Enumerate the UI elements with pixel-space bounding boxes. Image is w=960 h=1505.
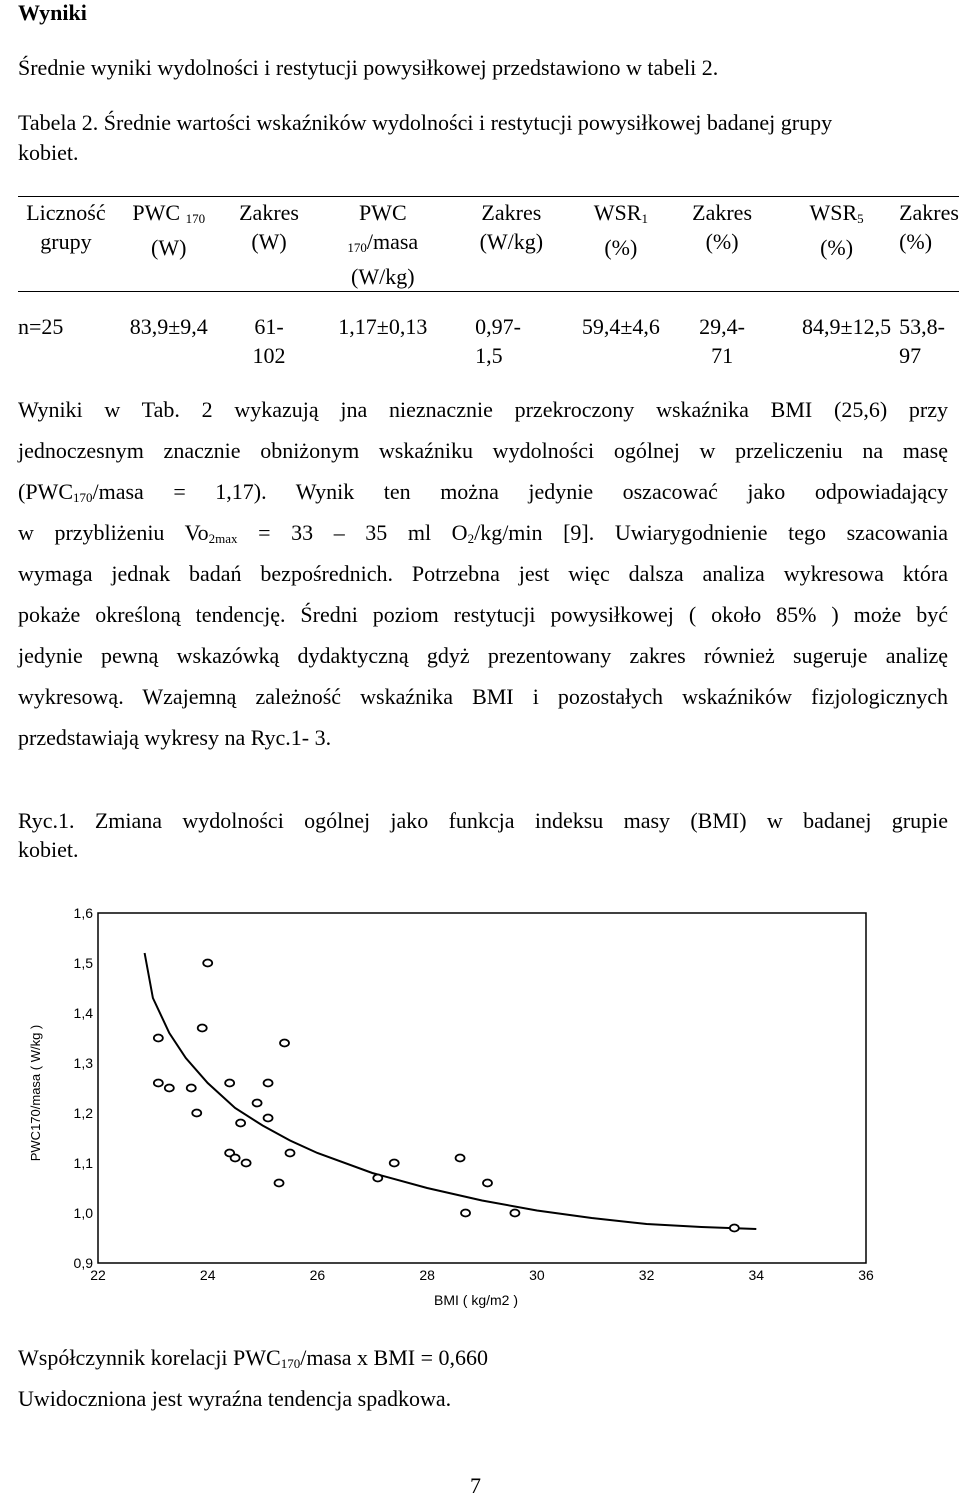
y-tick-label: 0,9 bbox=[73, 1255, 93, 1271]
table-caption-line1: Tabela 2. Średnie wartości wskaźników wydolności i restytucji powysiłkowej badanej grupy bbox=[18, 110, 833, 135]
data-point bbox=[165, 1085, 174, 1092]
x-tick-label: 34 bbox=[748, 1267, 765, 1283]
cell-wsr1: 59,4±4,6 bbox=[581, 314, 660, 339]
header-zakres-w: Zakres (W) bbox=[239, 200, 299, 254]
table-row bbox=[18, 292, 959, 371]
results-table bbox=[18, 196, 959, 370]
data-point bbox=[510, 1210, 519, 1217]
correlation-text: Współczynnik korelacji $PWC_{170}$/masa x BMI = 0,660 bbox=[18, 1345, 489, 1371]
data-point bbox=[286, 1150, 295, 1157]
header-wsr5: $WSR_5$ (%) bbox=[809, 200, 864, 260]
paragraph-line: przedstawiają wykresy na Ryc.1- 3. bbox=[18, 725, 332, 750]
paragraph-line: pokaże określoną tendencję. Średni poziom restytucji powysiłkowej ( około 85% ) może być bbox=[18, 602, 948, 627]
cell-wsr5: 84,9±12,5 bbox=[802, 314, 892, 339]
y-tick-label: 1,1 bbox=[73, 1155, 93, 1171]
conclusion-text: Uwidoczniona jest wyraźna tendencja spadkowa. bbox=[18, 1386, 452, 1411]
data-point bbox=[203, 960, 212, 967]
header-liczno: Liczność grupy bbox=[26, 200, 106, 254]
y-tick-label: 1,5 bbox=[73, 955, 93, 971]
cell-zakres-pct5: 53,8- 97 bbox=[899, 314, 945, 368]
data-point bbox=[231, 1155, 240, 1162]
data-point bbox=[192, 1110, 201, 1117]
header-zakres-wkg: Zakres (W/kg) bbox=[479, 200, 544, 254]
data-point bbox=[280, 1040, 289, 1047]
chart-svg bbox=[0, 880, 960, 1320]
x-tick-label: 32 bbox=[638, 1267, 655, 1283]
paragraph-line: w przybliżeniu $Vo_{2max} = 33 - 35$ ml $O_2/kg/\min$ [9]. Uwiarygodnienie tego szacowania bbox=[18, 520, 948, 546]
header-pwc170-masa: PWC $_{170}$/masa (W/kg) bbox=[347, 200, 419, 289]
cell-n: n=25 bbox=[18, 314, 64, 339]
data-point bbox=[253, 1100, 262, 1107]
header-pwc170: PWC $_{170}$ (W) bbox=[132, 200, 206, 260]
data-point bbox=[264, 1080, 273, 1087]
header-wsr1: $WSR_1$ (%) bbox=[593, 200, 648, 260]
header-zakres-pct5: Zakres (%) bbox=[899, 200, 959, 254]
data-point bbox=[154, 1080, 163, 1087]
y-tick-label: 1,3 bbox=[73, 1055, 93, 1071]
cell-zakres-pct1: 29,4- 71 bbox=[699, 314, 745, 368]
data-point bbox=[198, 1025, 207, 1032]
section-heading: Wyniki bbox=[18, 0, 87, 25]
data-point bbox=[461, 1210, 470, 1217]
cell-zakres-wkg: 0,97- 1,5 bbox=[475, 314, 521, 368]
paragraph-line: Wyniki w Tab. 2 wykazują jna nieznacznie przekroczony wskaźnika BMI (25,6) przy bbox=[18, 397, 948, 422]
data-point bbox=[236, 1120, 245, 1127]
data-point bbox=[730, 1225, 739, 1232]
data-point bbox=[483, 1180, 492, 1187]
x-tick-label: 26 bbox=[309, 1267, 326, 1283]
cell-zakres-w: 61- 102 bbox=[252, 314, 286, 368]
paragraph-line: jednoczesnym znacznie obniżonym wskaźniku wydolności ogólnej w przeliczeniu na masę bbox=[18, 438, 948, 463]
bmi-pwc-chart bbox=[0, 880, 960, 1320]
data-point bbox=[390, 1160, 399, 1167]
y-axis-label: PWC170/masa ( W/kg ) bbox=[28, 1024, 43, 1162]
data-point bbox=[242, 1160, 251, 1167]
data-point bbox=[187, 1085, 196, 1092]
page-number: 7 bbox=[470, 1473, 481, 1498]
y-tick-label: 1,4 bbox=[73, 1005, 93, 1021]
x-tick-label: 28 bbox=[419, 1267, 435, 1283]
cell-pwc170: 83,9±9,4 bbox=[129, 314, 208, 339]
cell-pwc170-masa: 1,17±0,13 bbox=[338, 314, 428, 339]
data-point bbox=[225, 1080, 234, 1087]
table-header-row bbox=[18, 197, 959, 292]
data-point bbox=[456, 1155, 465, 1162]
x-tick-label: 24 bbox=[199, 1267, 216, 1283]
figure-caption-line1: Ryc.1. Zmiana wydolności ogólnej jako funkcja indeksu masy (BMI) w badanej grupie bbox=[18, 808, 948, 833]
figure-caption-line2: kobiet. bbox=[18, 837, 79, 862]
paragraph-line: ($PWC_{170}$/masa = 1,17). Wynik ten można jedynie oszacować jako odpowiadający bbox=[18, 479, 948, 505]
table-caption-line2: kobiet. bbox=[18, 140, 79, 165]
data-point bbox=[154, 1035, 163, 1042]
paragraph-line: wymaga jednak badań bezpośrednich. Potrzebna jest więc dalsza analiza wykresowa która bbox=[18, 561, 948, 586]
x-axis-label: BMI ( kg/m2 ) bbox=[433, 1292, 519, 1308]
data-point bbox=[264, 1115, 273, 1122]
trend-curve bbox=[145, 953, 757, 1229]
data-point bbox=[275, 1180, 284, 1187]
header-zakres-pct1: Zakres (%) bbox=[692, 200, 753, 254]
y-tick-label: 1,2 bbox=[73, 1105, 93, 1121]
y-tick-label: 1,0 bbox=[73, 1205, 93, 1221]
x-tick-label: 30 bbox=[529, 1267, 545, 1283]
x-tick-label: 22 bbox=[90, 1267, 106, 1283]
y-tick-label: 1,6 bbox=[73, 905, 93, 921]
intro-text: Średnie wyniki wydolności i restytucji powysiłkowej przedstawiono w tabeli 2. bbox=[18, 55, 719, 80]
paragraph-line: jedynie pewną wskazówką dydaktyczną gdyż prezentowany zakres również sugeruje analizę bbox=[18, 643, 948, 668]
x-tick-label: 36 bbox=[858, 1267, 874, 1283]
paragraph-line: wykresową. Wzajemną zależność wskaźnika BMI i pozostałych wskaźników fizjologicznych bbox=[18, 684, 948, 709]
data-point bbox=[373, 1175, 382, 1182]
